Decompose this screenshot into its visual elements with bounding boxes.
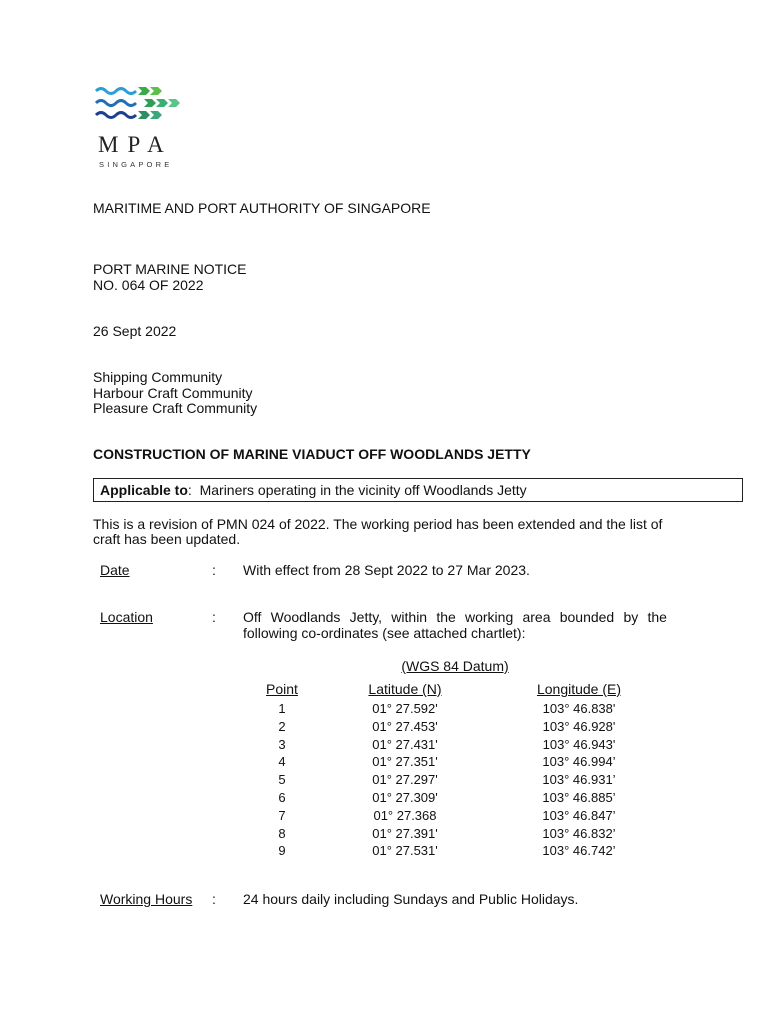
logo-title: MPA	[98, 132, 173, 157]
cell-longitude: 103° 46.847’	[542, 808, 616, 823]
intro-line: craft has been updated.	[93, 531, 241, 547]
wave-logo-icon	[94, 84, 184, 128]
logo-subtitle: SINGAPORE	[99, 160, 173, 169]
recipient-item: Harbour Craft Community	[93, 385, 253, 401]
date-value: With effect from 28 Sept 2022 to 27 Mar 2023.	[243, 562, 530, 578]
cell-latitude: 01° 27.592'	[372, 701, 438, 716]
notice-title: PORT MARINE NOTICE	[93, 261, 247, 277]
cell-latitude: 01° 27.391'	[372, 826, 438, 841]
location-colon: :	[212, 609, 216, 625]
notice-number: NO. 064 OF 2022	[93, 277, 204, 293]
cell-point: 2	[278, 719, 286, 734]
location-line: following co-ordinates (see attached chartlet):	[243, 625, 526, 641]
cell-point: 4	[278, 754, 286, 769]
location-word: Jetty,	[349, 609, 383, 625]
cell-latitude: 01° 27.453'	[372, 719, 438, 734]
header-latitude: Latitude (N)	[368, 681, 442, 697]
recipient-item: Shipping Community	[93, 369, 223, 385]
cell-longitude: 103° 46.885’	[542, 790, 616, 805]
location-word: Off	[243, 609, 262, 625]
mpa-logo	[94, 84, 184, 174]
location-word: area	[522, 609, 551, 625]
intro-line: This is a revision of PMN 024 of 2022. The working period has been extended and the list of	[93, 516, 663, 532]
location-word: by	[623, 609, 639, 625]
cell-point: 6	[278, 790, 286, 805]
location-label: Location	[100, 609, 153, 625]
cell-longitude: 103° 46.832’	[542, 826, 616, 841]
date-label: Date	[100, 562, 130, 578]
cell-latitude: 01° 27.309'	[372, 790, 438, 805]
location-word: bounded	[559, 609, 615, 625]
cell-longitude: 103° 46.943'	[542, 737, 616, 752]
cell-latitude: 01° 27.531'	[372, 843, 438, 858]
location-word: working	[465, 609, 514, 625]
applicable-colon: :	[187, 482, 192, 498]
location-word: the	[436, 609, 456, 625]
cell-point: 9	[278, 843, 286, 858]
cell-latitude: 01° 27.368	[373, 808, 437, 823]
cell-point: 7	[278, 808, 286, 823]
cell-point: 8	[278, 826, 286, 841]
location-line	[243, 609, 667, 625]
location-word: Woodlands	[270, 609, 341, 625]
cell-point: 3	[278, 737, 286, 752]
working-hours-value: 24 hours daily including Sundays and Public Holidays.	[243, 891, 579, 907]
header-longitude: Longitude (E)	[536, 681, 622, 697]
cell-longitude: 103° 46.742’	[542, 843, 616, 858]
notice-date: 26 Sept 2022	[93, 323, 177, 339]
recipient-item: Pleasure Craft Community	[93, 400, 258, 416]
working-hours-colon: :	[212, 891, 216, 907]
applicable-text: Mariners operating in the vicinity off Woodlands Jetty	[199, 482, 527, 498]
cell-latitude: 01° 27.297'	[372, 772, 438, 787]
applicable-label: Applicable to	[100, 482, 188, 498]
date-colon: :	[212, 562, 216, 578]
applicable-box	[93, 478, 743, 502]
cell-longitude: 103° 46.928'	[542, 719, 616, 734]
cell-longitude: 103° 46.994’	[542, 754, 616, 769]
cell-longitude: 103° 46.838'	[542, 701, 616, 716]
cell-longitude: 103° 46.931’	[542, 772, 616, 787]
notice-heading: CONSTRUCTION OF MARINE VIADUCT OFF WOODLANDS JETTY	[93, 446, 531, 462]
cell-point: 5	[278, 772, 286, 787]
datum-label: (WGS 84 Datum)	[401, 658, 509, 674]
location-word: within	[391, 609, 428, 625]
authority-name: MARITIME AND PORT AUTHORITY OF SINGAPORE	[93, 200, 431, 216]
cell-latitude: 01° 27.431'	[372, 737, 438, 752]
working-hours-label: Working Hours	[100, 891, 193, 907]
header-point: Point	[266, 681, 298, 697]
cell-point: 1	[278, 701, 286, 716]
cell-latitude: 01° 27.351'	[372, 754, 438, 769]
location-word: the	[647, 609, 667, 625]
